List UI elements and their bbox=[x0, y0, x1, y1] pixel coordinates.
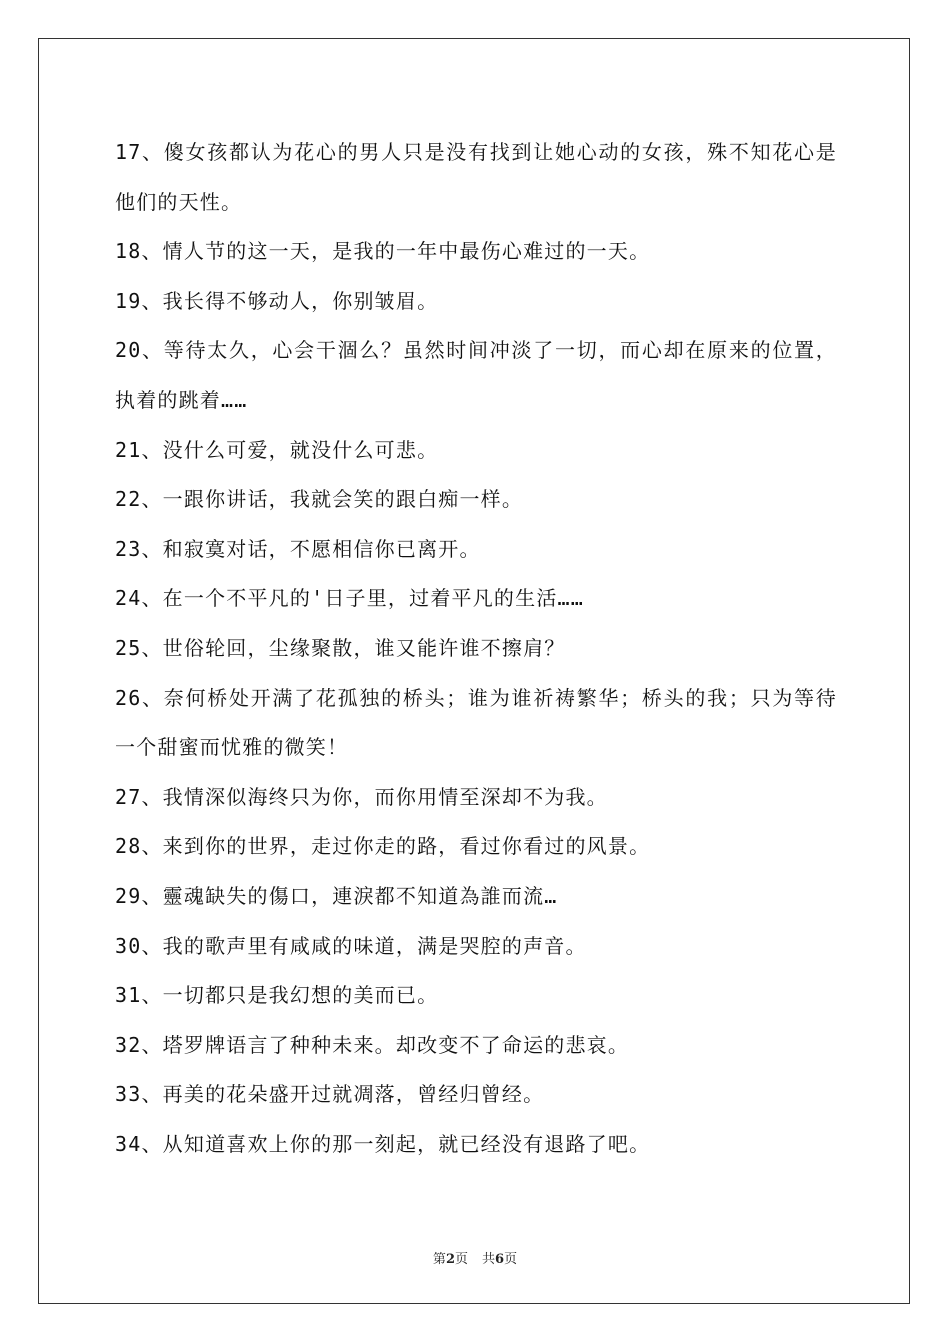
list-item: 26、奈何桥处开满了花孤独的桥头；谁为谁祈祷繁华；桥头的我；只为等待一个甜蜜而忧雅的微笑！ bbox=[115, 685, 837, 760]
list-item: 34、从知道喜欢上你的那一刻起，就已经没有退路了吧。 bbox=[115, 1131, 651, 1156]
list-item: 30、我的歌声里有咸咸的味道，满是哭腔的声音。 bbox=[115, 933, 587, 958]
list-item: 32、塔罗牌语言了种种未来。却改变不了命运的悲哀。 bbox=[115, 1032, 630, 1057]
current-page: 2 bbox=[445, 1252, 455, 1267]
page-total bbox=[482, 1252, 517, 1267]
list-item: 18、情人节的这一天，是我的一年中最伤心难过的一天。 bbox=[115, 239, 651, 264]
total-suffix: 页 bbox=[504, 1252, 518, 1267]
document-body bbox=[115, 128, 837, 1169]
list-item: 25、世俗轮回，尘缘聚散，谁又能许谁不擦肩？ bbox=[115, 635, 566, 660]
list-item: 21、没什么可爱，就没什么可悲。 bbox=[115, 437, 439, 462]
total-prefix: 共 bbox=[482, 1252, 496, 1267]
list-item: 17、傻女孩都认为花心的男人只是没有找到让她心动的女孩，殊不知花心是他们的天性。 bbox=[115, 140, 837, 214]
page-prefix: 第 bbox=[432, 1252, 446, 1267]
list-item: 24、在一个不平凡的'日子里，过着平凡的生活…… bbox=[115, 586, 585, 611]
page-footer bbox=[0, 1248, 950, 1267]
list-item: 31、一切都只是我幻想的美而已。 bbox=[115, 983, 439, 1008]
list-item: 28、来到你的世界，走过你走的路，看过你看过的风景。 bbox=[115, 834, 651, 859]
page-number bbox=[433, 1252, 468, 1267]
list-item: 29、靈魂缺失的傷口，連淚都不知道為誰而流… bbox=[115, 883, 558, 908]
list-item: 22、一跟你讲话，我就会笑的跟白痴一样。 bbox=[115, 487, 524, 512]
list-item: 23、和寂寞对话，不愿相信你已离开。 bbox=[115, 536, 481, 561]
list-item: 27、我情深似海终只为你，而你用情至深却不为我。 bbox=[115, 784, 608, 809]
list-item: 19、我长得不够动人，你别皱眉。 bbox=[115, 288, 439, 313]
total-pages: 6 bbox=[495, 1252, 505, 1267]
list-item: 20、等待太久，心会干涸么？虽然时间冲淡了一切，而心却在原来的位置，执着的跳着…… bbox=[115, 338, 837, 412]
list-item: 33、再美的花朵盛开过就凋落，曾经归曾经。 bbox=[115, 1082, 545, 1107]
page-suffix: 页 bbox=[454, 1252, 468, 1267]
